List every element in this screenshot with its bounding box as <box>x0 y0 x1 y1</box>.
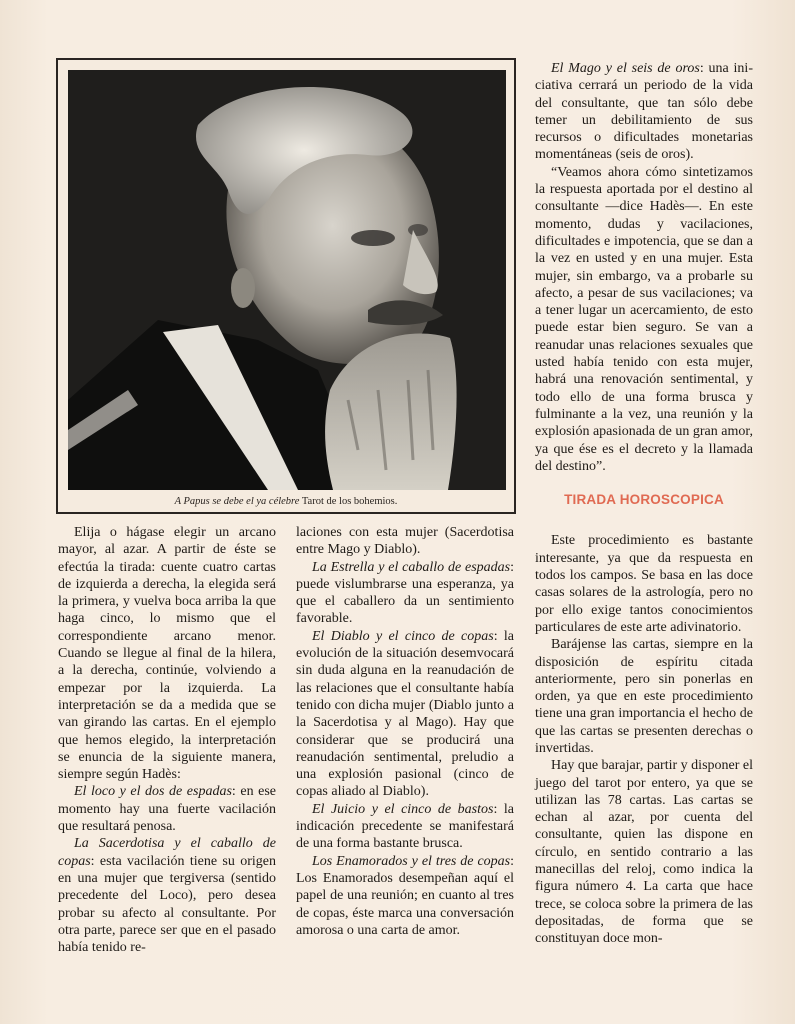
paragraph <box>296 801 514 853</box>
photo-frame <box>56 58 516 514</box>
card-pair-title: El Diablo y el cinco de copas <box>312 628 494 644</box>
paragraph: Este procedimiento es bastante interesante, ya que da respuesta en todos los campos. Se basa en las doce casas solares de la astrología, pero no por ello exige tantos conocimientos particulares de este arte adivinatorio. <box>535 533 753 635</box>
paragraph <box>296 628 514 801</box>
paragraph <box>296 853 514 939</box>
card-pair-title: La Estrella y el caballo de espadas <box>312 559 511 575</box>
paragraph-text: : una iniciativa cerrará un periodo de la vida del consultante, que tan sólo debe temer un debilitamiento de sus recursos o dificultades monetarias momentáneas (seis de oros). <box>535 61 753 163</box>
photo-caption <box>58 496 514 507</box>
paragraph <box>535 60 753 164</box>
paragraph-text: : la evolución de la situación desemvocará sin duda alguna en la reanudación de las relaciones que el consultante había tenido con dicha mujer (Diablo junto a la Sacerdotisa y al Mago). Hay que considerar que se producirá una reanudación sentimental, preludio a una explosión pasional (cinco de copas aliado al Diablo). <box>296 628 515 800</box>
column-2 <box>296 524 514 939</box>
portrait-image <box>68 70 506 490</box>
column-1 <box>58 524 276 956</box>
caption-italic: A Papus se debe el ya célebre <box>174 496 300 507</box>
card-pair-title: Los Enamorados y el tres de copas <box>312 853 511 869</box>
paragraph: Barájense las cartas, siempre en la disposición de espíritu citada anteriormente, pero sin ponerlas en orden, ya que en este procedimiento tiene una gran importancia el hecho de que las cartas se presenten derechas o invertidas. <box>535 637 753 756</box>
paragraph-text: : puede vislumbrarse una esperanza, ya que el caballero da un sentimiento favorable. <box>296 559 514 627</box>
section-heading: TIRADA HOROSCOPICA <box>564 492 724 508</box>
paragraph <box>296 559 514 628</box>
card-pair-title: El Juicio y el cinco de bastos <box>312 801 494 817</box>
paragraph <box>58 835 276 956</box>
paragraph-text: : Los Enamorados desempeñan aquí el papel de una reunión; en cuanto al tres de copas, éste marca una conversación amorosa o una carta de amor. <box>296 853 514 938</box>
paragraph-text: : en ese momento hay una fuerte vacilación que resultará penosa. <box>58 784 276 835</box>
card-pair-title: El Mago y el seis de oros <box>551 61 700 76</box>
paragraph-text: : esta vacilación tiene su origen en una mujer que tergiversa (sentido precedente del Loco), pero desea probar su afecto al consultante. Por otra parte, parece ser que en el pasado había tenido re- <box>58 853 276 956</box>
column-3 <box>535 60 753 948</box>
paragraph: “Veamos ahora cómo sintetizamos la respuesta aportada por el destino al consultante —dice Hadès—. En este momento, dudas y vacilaciones, dificultades e impotencia, que se dan a la vez en usted y en una mujer. Esta mujer, sin embargo, va a probarle su afecto, a pesar de sus vacilaciones; va a tener lugar un acercamiento, de esto puede estar bien seguro. Se van a reanudar unas relaciones sexuales que usted había tenido con esta mujer, habrá una renovación sentimental, y todo ello de una forma brusca y fulminante a la vez, una reunión y la explosión apasionada de un gran amor, ya que ése es el decreto y la llamada del destino”. <box>535 164 753 474</box>
paragraph: Hay que barajar, partir y disponer el juego del tarot por entero, ya que se utilizan las 78 cartas. Las cartas se echan al azar, por cuenta del consultante, quien las dispone en círculo, en sentido contrario a las manecillas del reloj, como indica la figura número 4. La carta que hace trece, se coloca sobre la primera de las depositadas, de forma que se constituyan doce mon- <box>535 758 753 947</box>
paragraph <box>58 783 276 835</box>
caption-rest: Tarot de los bohemios. <box>301 496 398 507</box>
card-pair-title: El loco y el dos de espadas <box>74 784 232 800</box>
card-pair-title: La Sacerdotisa y el caballo de copas <box>58 836 276 869</box>
paragraph: laciones con esta mujer (Sacerdotisa entre Mago y Diablo). <box>296 525 514 558</box>
paragraph-text: : la indicación precedente se manifestará de una forma bastante brusca. <box>296 801 514 852</box>
paragraph: Elija o hágase elegir un arcano mayor, al azar. A partir de éste se efectúa la tirada: cuente cuatro cartas de izquierda a derecha, la elegida será la primera, y vuelva boca arriba la que haga cinco, lo mismo que el correspondiente arcano menor. Cuando se llegue al final de la hilera, a la derecha, continúe, volviendo a empezar por la izquierda. La interpretación se da a medida que se van girando las cartas. En el ejemplo que hemos elegido, la interpretación se enuncia de la siguiente manera, siempre según Hadès: <box>58 525 276 783</box>
portrait-photo <box>68 70 506 490</box>
